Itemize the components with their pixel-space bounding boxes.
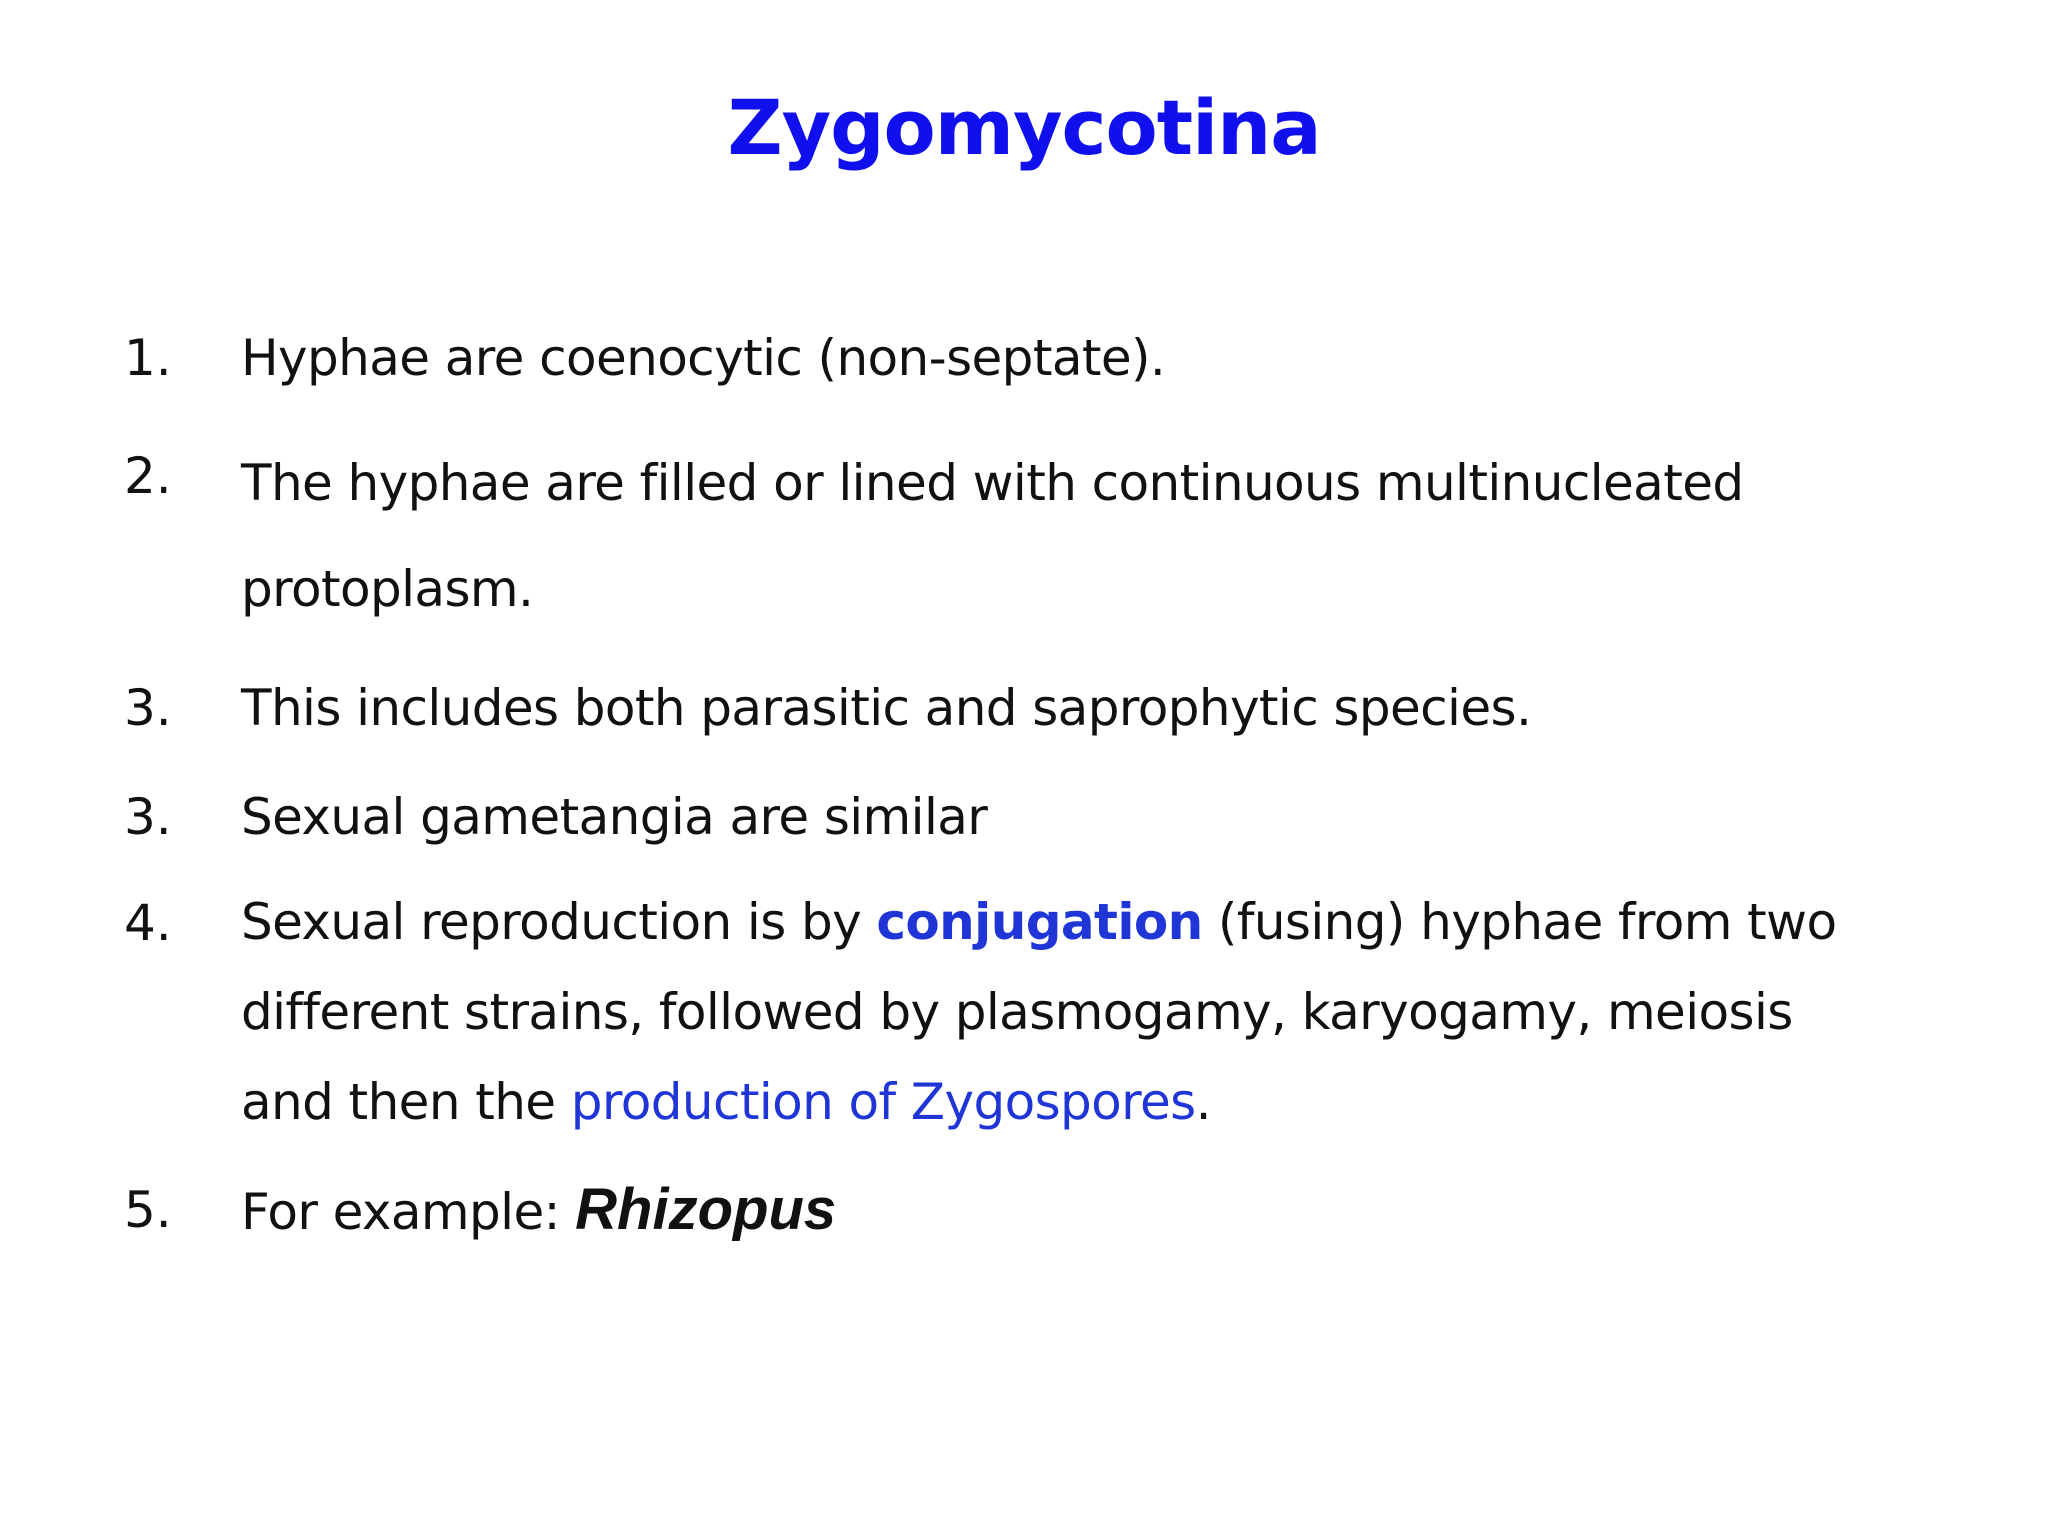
item-number: 3. — [124, 788, 172, 846]
item-text — [241, 877, 1921, 1147]
item-text — [241, 1164, 1921, 1258]
text-run: . — [1195, 1073, 1211, 1131]
text-run: Sexual reproduction is by — [241, 893, 877, 951]
slide-title: Zygomycotina — [727, 83, 1321, 172]
example-species: Rhizopus — [575, 1177, 837, 1242]
highlighted-phrase: production of Zygospores — [570, 1073, 1196, 1131]
item-text-line: The hyphae are filled or lined with continuous multinucleated — [241, 454, 1744, 512]
item-text: Sexual gametangia are similar — [241, 788, 988, 846]
text-run: and then the — [241, 1073, 571, 1131]
item-number: 1. — [124, 329, 172, 387]
text-run: For example: — [241, 1183, 576, 1241]
item-text-line: protoplasm. — [241, 560, 534, 618]
item-text: This includes both parasitic and saprophytic species. — [241, 679, 1532, 737]
item-number: 3. — [124, 679, 172, 737]
item-text: Hyphae are coenocytic (non-septate). — [241, 329, 1166, 387]
item-text-line — [241, 1057, 1921, 1147]
item-number: 5. — [124, 1181, 172, 1239]
item-number: 4. — [124, 894, 172, 952]
item-text-line — [241, 877, 1921, 967]
item-number: 2. — [124, 447, 172, 505]
text-run: (fusing) hyphae from two — [1202, 893, 1837, 951]
highlighted-term: conjugation — [876, 893, 1203, 951]
item-text — [241, 430, 1921, 642]
item-text-line: different strains, followed by plasmogamy, karyogamy, meiosis — [241, 983, 1793, 1041]
